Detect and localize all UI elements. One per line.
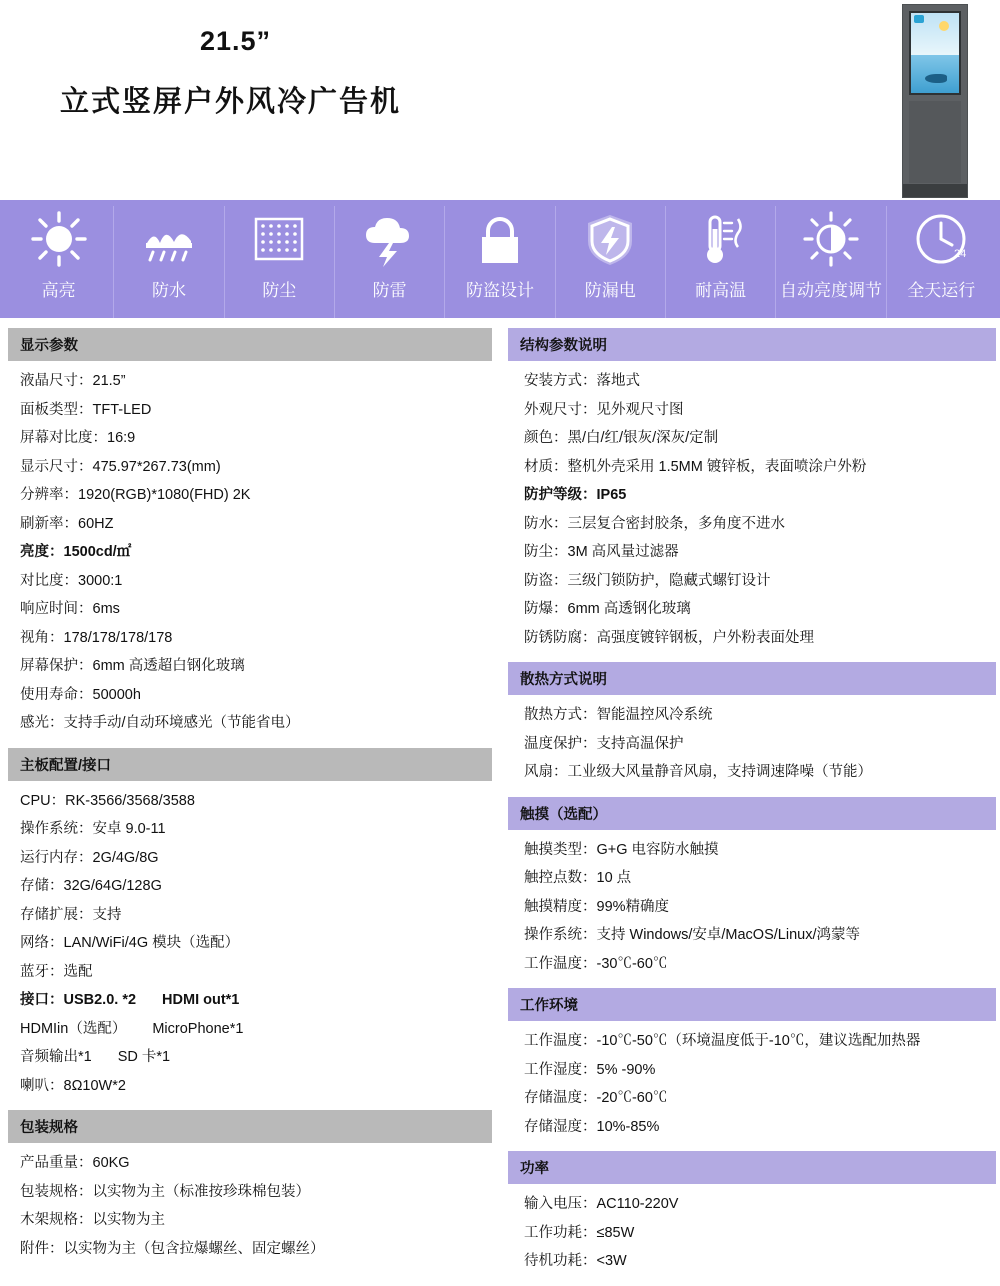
- spec-value: 178/178/178/178: [63, 629, 173, 646]
- spec-row: [524, 1113, 996, 1142]
- shield-bolt-icon: [575, 206, 645, 272]
- spec-value: 高强度镀锌钢板，户外粉表面处理: [596, 629, 814, 646]
- water-drop-icon: [134, 206, 204, 272]
- spec-value: 工业级大风量静音风扇，支持调速降噪（节能）: [567, 764, 872, 780]
- spec-value: 5% -90%: [596, 1061, 656, 1078]
- spec-value: 选配: [63, 963, 93, 980]
- spec-row: [20, 1206, 492, 1235]
- spec-value: 475.97*267.73(mm): [92, 458, 221, 475]
- spec-value: 以实物为主: [92, 1212, 165, 1228]
- spec-row: [20, 538, 492, 567]
- spec-key: 待机功耗：: [524, 1253, 597, 1269]
- feature-label: 防雷: [372, 281, 407, 300]
- spec-key: 运行内存：: [20, 849, 93, 866]
- spec-value-secondary: MicroPhone*1: [152, 1020, 244, 1037]
- feature-auto-brightness: [776, 206, 886, 318]
- spec-row: [524, 624, 996, 653]
- section-header-cooling: 散热方式说明: [508, 662, 996, 695]
- spec-row: [20, 1235, 492, 1264]
- spec-value: TFT-LED: [92, 401, 152, 418]
- spec-key: 防爆：: [524, 601, 568, 617]
- spec-row: [524, 1247, 996, 1276]
- spec-key: 屏幕对比度：: [20, 430, 107, 446]
- spec-row: [524, 538, 996, 567]
- spec-value: 16:9: [107, 430, 136, 446]
- spec-value: AC110-220V: [596, 1196, 679, 1212]
- section-rows-power: [508, 1184, 996, 1276]
- spec-value-secondary: HDMI out*1: [162, 992, 240, 1008]
- section-header-environment: 工作环境: [508, 988, 996, 1021]
- feature-waterproof: [114, 206, 224, 318]
- product-photo: [902, 4, 968, 198]
- spec-row: [524, 730, 996, 759]
- spec-value: 以实物为主（标准按珍珠棉包装）: [92, 1183, 310, 1200]
- spec-key: 蓝牙：: [20, 963, 64, 980]
- product-base: [903, 184, 967, 197]
- spec-row: [524, 758, 996, 787]
- section-rows-display: [8, 361, 492, 738]
- spec-row: [524, 396, 996, 425]
- document-header: [0, 0, 1000, 200]
- spec-row: [524, 864, 996, 893]
- spec-key: 音频输出*1: [20, 1049, 92, 1065]
- feature-label: 高亮: [41, 281, 76, 300]
- spec-row: [20, 844, 492, 873]
- feature-label: 防尘: [262, 281, 297, 300]
- section-rows-structure: [508, 361, 996, 652]
- spec-key: 防水：: [524, 515, 568, 532]
- spec-value: 整机外壳采用 1.5MM 镀锌板，表面喷涂户外粉: [567, 458, 867, 475]
- feature-label: 全天运行: [907, 281, 976, 300]
- spec-row: [20, 624, 492, 653]
- spec-row: [20, 986, 492, 1015]
- thermometer-icon: [686, 206, 756, 272]
- spec-row: [20, 1149, 492, 1178]
- spec-key: 颜色：: [524, 430, 568, 446]
- spec-value: RK-3566/3568/3588: [65, 792, 195, 809]
- sun-icon: [24, 206, 94, 272]
- spec-key: 屏幕保护：: [20, 658, 93, 674]
- spec-value: -30℃-60℃: [596, 955, 668, 972]
- spec-row: [524, 1027, 996, 1056]
- spec-value: ≤85W: [596, 1224, 635, 1241]
- spec-key: 分辨率：: [20, 487, 78, 503]
- spec-row: [524, 595, 996, 624]
- spec-key: 工作温度：: [524, 1033, 597, 1049]
- spec-value: 支持 Windows/安卓/MacOS/Linux/鸿蒙等: [596, 927, 860, 943]
- spec-key: 防尘：: [524, 544, 568, 560]
- spec-key: 风扇：: [524, 764, 568, 780]
- title-block: [0, 0, 1000, 120]
- section-header-power: 功率: [508, 1151, 996, 1184]
- spec-key: 触控点数：: [524, 870, 597, 886]
- spec-row: [20, 424, 492, 453]
- spec-key: 操作系统：: [20, 821, 93, 837]
- feature-anti-theft: [445, 206, 555, 318]
- section-rows-environment: [508, 1021, 996, 1141]
- spec-key: 外观尺寸：: [524, 401, 597, 418]
- spec-value: 60KG: [92, 1155, 130, 1171]
- spec-value: G+G 电容防水触摸: [596, 841, 719, 858]
- spec-key: 面板类型：: [20, 401, 93, 418]
- spec-row: [20, 1043, 492, 1072]
- section-header-display: 显示参数: [8, 328, 492, 361]
- spec-key: 温度保护：: [524, 735, 597, 752]
- spec-row: [524, 836, 996, 865]
- spec-row: [524, 1219, 996, 1248]
- spec-key: 对比度：: [20, 572, 78, 589]
- spec-key: 亮度：: [20, 544, 64, 560]
- spec-value: 10%-85%: [596, 1118, 660, 1135]
- dust-grid-icon: [244, 206, 314, 272]
- spec-value: 支持手动/自动环境感光（节能省电）: [63, 715, 300, 731]
- section-header-structure: 结构参数说明: [508, 328, 996, 361]
- spec-row: [20, 709, 492, 738]
- spec-key: 防护等级：: [524, 487, 597, 503]
- feature-lightning-protection: [335, 206, 445, 318]
- spec-value: 1920(RGB)*1080(FHD) 2K: [78, 487, 251, 503]
- screen-fish-icon: [925, 74, 947, 83]
- feature-dustproof: [225, 206, 335, 318]
- spec-value: USB2.0. *2: [63, 992, 137, 1008]
- feature-bar: [0, 200, 1000, 318]
- right-column: [500, 318, 1000, 1276]
- spec-row: [20, 652, 492, 681]
- spec-row: [20, 453, 492, 482]
- spec-key: 触摸类型：: [524, 841, 597, 858]
- spec-row: [20, 396, 492, 425]
- spec-key: 网络：: [20, 935, 64, 951]
- spec-row: [20, 1015, 492, 1044]
- spec-row: [524, 1084, 996, 1113]
- spec-key: 响应时间：: [20, 601, 93, 617]
- spec-key: 存储湿度：: [524, 1118, 597, 1135]
- page-title-size: 21.5”: [200, 26, 272, 56]
- spec-value: 21.5”: [92, 373, 126, 389]
- feature-label: 耐高温: [695, 281, 747, 300]
- spec-row: [524, 950, 996, 979]
- spec-key: 操作系统：: [524, 927, 597, 943]
- section-rows-touch: [508, 830, 996, 979]
- spec-row: [524, 567, 996, 596]
- section-rows-packing: [8, 1143, 492, 1263]
- lightning-cloud-icon: [355, 206, 425, 272]
- feature-high-temp-resistant: [666, 206, 776, 318]
- spec-row: [20, 681, 492, 710]
- spec-key: 触摸精度：: [524, 898, 597, 915]
- section-header-mainboard: 主板配置/接口: [8, 748, 492, 781]
- clock-24h-icon: [906, 206, 976, 272]
- spec-key: 木架规格：: [20, 1212, 93, 1228]
- spec-value: 6mm 高透钢化玻璃: [567, 601, 691, 617]
- spec-value-secondary: SD 卡*1: [117, 1049, 171, 1065]
- spec-value: 6ms: [92, 601, 120, 617]
- spec-row: [20, 815, 492, 844]
- spec-key: 喇叭：: [20, 1077, 64, 1094]
- spec-value: 32G/64G/128G: [63, 878, 162, 894]
- padlock-icon: [465, 206, 535, 272]
- spec-key: 使用寿命：: [20, 686, 93, 703]
- spec-row: [524, 453, 996, 482]
- spec-value: 落地式: [596, 373, 640, 389]
- spec-key: 工作温度：: [524, 955, 597, 972]
- spec-row: [20, 1178, 492, 1207]
- spec-key: 存储扩展：: [20, 906, 93, 923]
- feature-high-brightness: [4, 206, 114, 318]
- spec-key: 显示尺寸：: [20, 458, 93, 475]
- spec-key: 材质：: [524, 458, 568, 475]
- spec-key: 液晶尺寸：: [20, 373, 93, 389]
- spec-value: 安卓 9.0-11: [92, 821, 166, 837]
- spec-value: 见外观尺寸图: [596, 401, 684, 418]
- left-column: [0, 318, 500, 1276]
- spec-value: IP65: [596, 487, 627, 503]
- spec-row: [524, 367, 996, 396]
- spec-row: [524, 701, 996, 730]
- spec-key: 存储温度：: [524, 1090, 597, 1106]
- spec-value: 支持: [92, 906, 122, 923]
- spec-key: 感光：: [20, 715, 64, 731]
- spec-row: [20, 1072, 492, 1101]
- spec-row: [524, 424, 996, 453]
- spec-value: 支持高温保护: [596, 735, 684, 752]
- spec-columns: [0, 318, 1000, 1276]
- feature-leakage-protection: [556, 206, 666, 318]
- svg-text:24: 24: [954, 248, 967, 260]
- spec-key: 包装规格：: [20, 1183, 93, 1200]
- spec-row: [20, 481, 492, 510]
- section-rows-mainboard: [8, 781, 492, 1101]
- spec-row: [20, 510, 492, 539]
- spec-row: [20, 787, 492, 816]
- product-screen-image: [909, 11, 961, 95]
- spec-key: 存储：: [20, 878, 64, 894]
- spec-value: 50000h: [92, 686, 141, 703]
- spec-key: 工作功耗：: [524, 1224, 597, 1241]
- spec-value: LAN/WiFi/4G 模块（选配）: [63, 935, 240, 951]
- spec-key: 安装方式：: [524, 373, 597, 389]
- spec-key: 接口：: [20, 992, 64, 1008]
- spec-value: 99%精确度: [596, 898, 670, 915]
- page-title: 立式竖屏户外风冷广告机: [60, 86, 402, 118]
- feature-label: 自动亮度调节: [779, 281, 882, 300]
- spec-row: [524, 1056, 996, 1085]
- spec-value: 3000:1: [78, 572, 123, 589]
- spec-value: 3M 高风量过滤器: [567, 544, 679, 560]
- spec-row: [20, 567, 492, 596]
- spec-key: 防锈防腐：: [524, 629, 597, 646]
- feature-label: 防盗设计: [465, 281, 534, 300]
- spec-value: <3W: [596, 1253, 627, 1269]
- spec-value: 黑/白/红/银灰/深灰/定制: [567, 430, 719, 446]
- feature-label: 防漏电: [584, 281, 636, 300]
- spec-value: 以实物为主（包含拉爆螺丝、固定螺丝）: [63, 1240, 325, 1257]
- section-header-touch: 触摸（选配）: [508, 797, 996, 830]
- spec-value: 6mm 高透超白钢化玻璃: [92, 658, 245, 674]
- spec-row: [20, 367, 492, 396]
- spec-key: 工作湿度：: [524, 1061, 597, 1078]
- spec-row: [524, 481, 996, 510]
- spec-row: [524, 893, 996, 922]
- brightness-icon: [796, 206, 866, 272]
- feature-label: 防水: [151, 281, 186, 300]
- screen-logo: [914, 15, 924, 23]
- spec-row: [20, 595, 492, 624]
- section-header-packing: 包装规格: [8, 1110, 492, 1143]
- section-rows-cooling: [508, 695, 996, 787]
- screen-sun-icon: [939, 21, 949, 31]
- spec-value: 60HZ: [78, 515, 114, 532]
- spec-value: 10 点: [596, 870, 632, 886]
- spec-key: 散热方式：: [524, 707, 597, 723]
- spec-value: -10℃-50℃（环境温度低于-10℃，建议选配加热器: [596, 1033, 921, 1049]
- spec-row: [20, 901, 492, 930]
- spec-key: HDMIin（选配）: [20, 1020, 127, 1037]
- spec-row: [20, 958, 492, 987]
- spec-row: [20, 872, 492, 901]
- spec-key: 附件：: [20, 1240, 64, 1257]
- spec-key: 产品重量：: [20, 1155, 93, 1171]
- spec-row: [20, 929, 492, 958]
- spec-key: 防盗：: [524, 572, 568, 589]
- spec-value: -20℃-60℃: [596, 1090, 668, 1106]
- spec-key: 视角：: [20, 629, 64, 646]
- spec-row: [524, 1190, 996, 1219]
- spec-key: 输入电压：: [524, 1196, 597, 1212]
- spec-value: 三层复合密封胶条，多角度不进水: [567, 515, 785, 532]
- spec-row: [524, 921, 996, 950]
- feature-all-day-operation: [887, 206, 996, 318]
- spec-value: 2G/4G/8G: [92, 849, 159, 866]
- spec-value: 8Ω10W*2: [63, 1077, 126, 1094]
- spec-value: 1500cd/㎡: [63, 544, 132, 560]
- spec-key: CPU：: [20, 792, 66, 809]
- spec-key: 刷新率：: [20, 515, 78, 532]
- spec-value: 三级门锁防护，隐藏式螺钉设计: [567, 572, 771, 589]
- product-cabinet: [909, 101, 961, 183]
- spec-value: 智能温控风冷系统: [596, 707, 713, 723]
- spec-row: [524, 510, 996, 539]
